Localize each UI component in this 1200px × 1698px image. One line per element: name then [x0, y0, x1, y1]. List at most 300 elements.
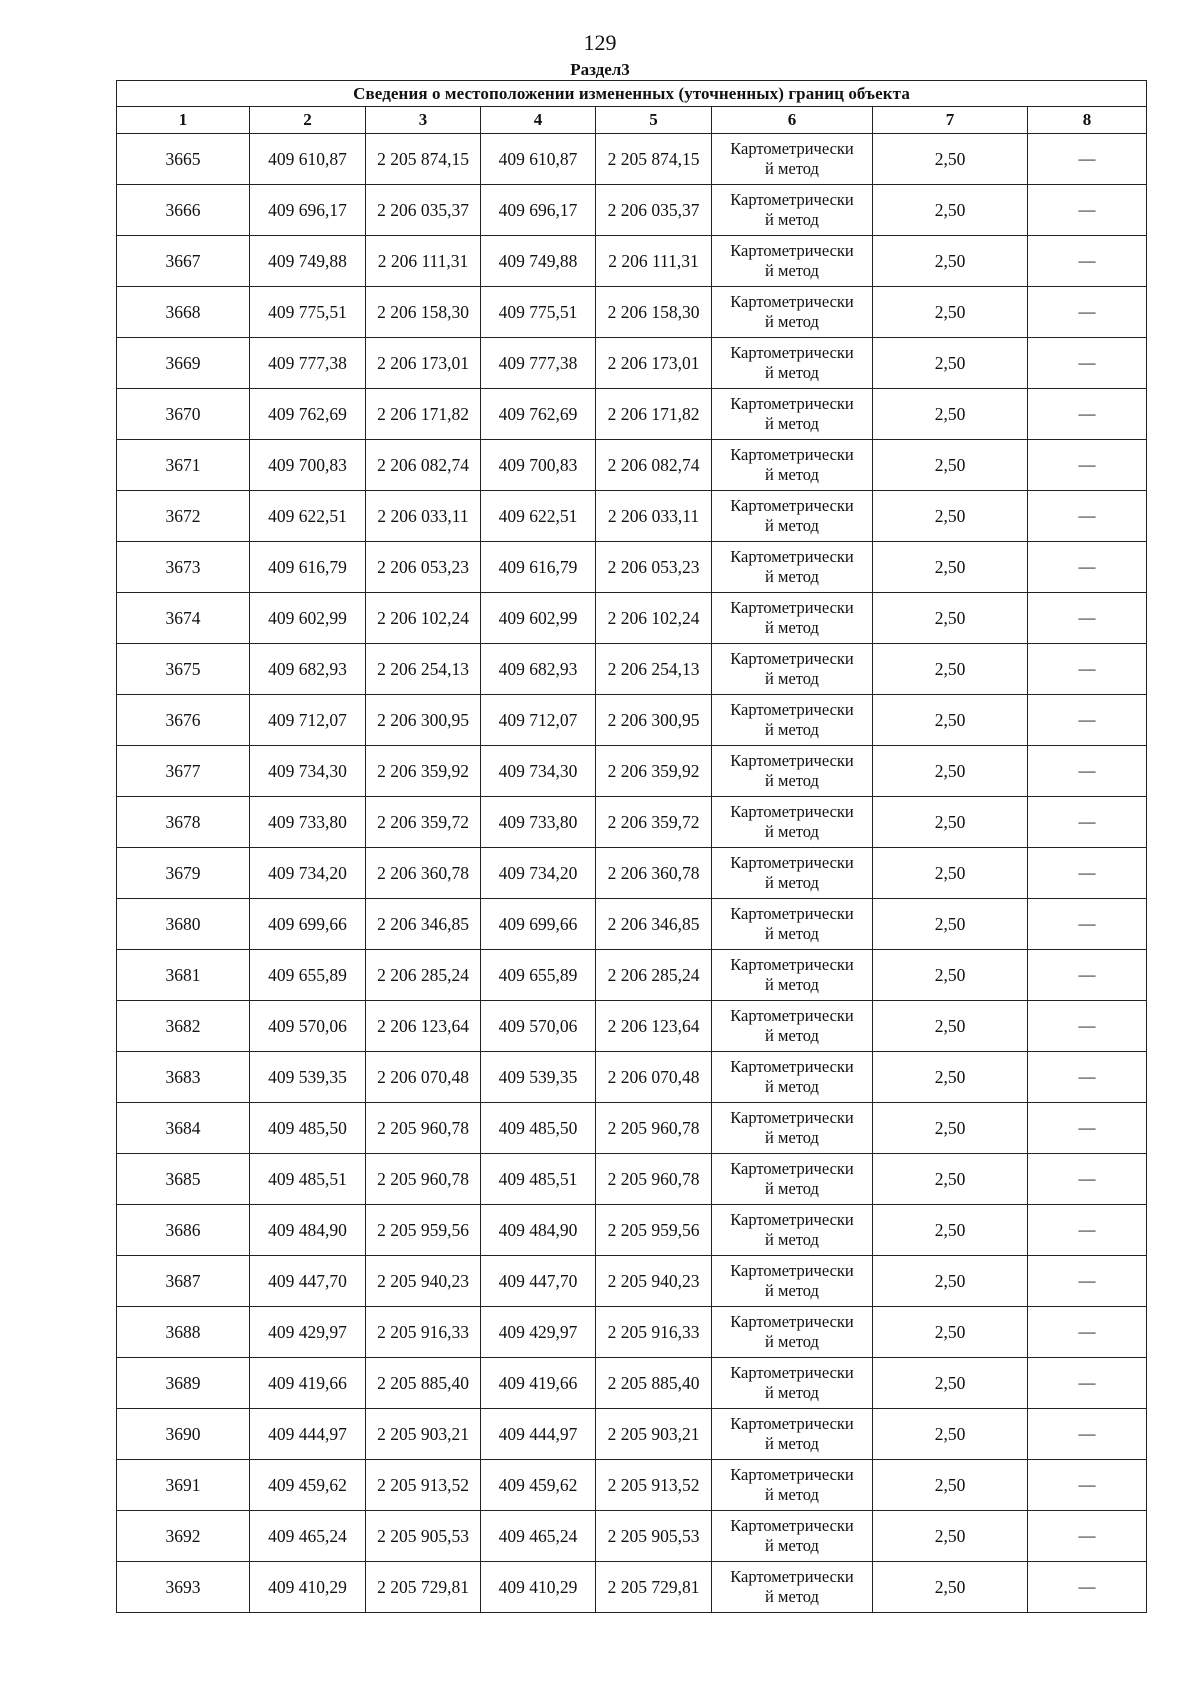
- column-header: 5: [596, 107, 712, 134]
- accuracy-cell: 2,50: [873, 338, 1028, 389]
- x-old-cell: 409 539,35: [250, 1052, 366, 1103]
- description-cell: —: [1028, 1460, 1147, 1511]
- y-new-cell: 2 206 111,31: [596, 236, 712, 287]
- x-new-cell: 409 655,89: [481, 950, 596, 1001]
- x-old-cell: 409 734,20: [250, 848, 366, 899]
- y-new-cell: 2 206 359,92: [596, 746, 712, 797]
- accuracy-cell: 2,50: [873, 695, 1028, 746]
- method-line-2: й метод: [765, 669, 819, 688]
- method-line-2: й метод: [765, 159, 819, 178]
- method-cell: [712, 134, 873, 185]
- table-row: [117, 797, 1147, 848]
- x-new-cell: 409 465,24: [481, 1511, 596, 1562]
- page-number: 129: [583, 30, 617, 55]
- point-number-cell: 3678: [117, 797, 250, 848]
- x-old-cell: 409 447,70: [250, 1256, 366, 1307]
- x-new-cell: 409 444,97: [481, 1409, 596, 1460]
- x-old-cell: 409 485,50: [250, 1103, 366, 1154]
- x-old-cell: 409 699,66: [250, 899, 366, 950]
- y-new-cell: 2 206 102,24: [596, 593, 712, 644]
- description-cell: —: [1028, 491, 1147, 542]
- description-cell: —: [1028, 1562, 1147, 1613]
- description-cell: —: [1028, 542, 1147, 593]
- y-new-cell: 2 205 916,33: [596, 1307, 712, 1358]
- method-line-1: Картометрически: [730, 496, 854, 515]
- table-row: [117, 1511, 1147, 1562]
- point-number-cell: 3671: [117, 440, 250, 491]
- x-old-cell: 409 777,38: [250, 338, 366, 389]
- table-row: [117, 1103, 1147, 1154]
- description-cell: —: [1028, 1001, 1147, 1052]
- y-old-cell: 2 205 916,33: [366, 1307, 481, 1358]
- method-line-2: й метод: [765, 873, 819, 892]
- y-old-cell: 2 206 285,24: [366, 950, 481, 1001]
- accuracy-cell: 2,50: [873, 134, 1028, 185]
- section-title: Раздел3: [570, 60, 630, 79]
- method-line-1: Картометрически: [730, 1006, 854, 1025]
- method-line-1: Картометрически: [730, 190, 854, 209]
- table-row: [117, 542, 1147, 593]
- method-line-1: Картометрически: [730, 343, 854, 362]
- y-old-cell: 2 206 123,64: [366, 1001, 481, 1052]
- table-row: [117, 134, 1147, 185]
- method-line-1: Картометрически: [730, 955, 854, 974]
- accuracy-cell: 2,50: [873, 236, 1028, 287]
- y-new-cell: 2 205 885,40: [596, 1358, 712, 1409]
- y-new-cell: 2 206 035,37: [596, 185, 712, 236]
- method-cell: [712, 1103, 873, 1154]
- x-old-cell: 409 602,99: [250, 593, 366, 644]
- x-old-cell: 409 419,66: [250, 1358, 366, 1409]
- accuracy-cell: 2,50: [873, 1409, 1028, 1460]
- table-row: [117, 389, 1147, 440]
- y-old-cell: 2 206 035,37: [366, 185, 481, 236]
- x-new-cell: 409 570,06: [481, 1001, 596, 1052]
- method-line-2: й метод: [765, 1536, 819, 1555]
- method-line-2: й метод: [765, 720, 819, 739]
- accuracy-cell: 2,50: [873, 1358, 1028, 1409]
- boundary-table: [116, 80, 1147, 1613]
- method-line-2: й метод: [765, 312, 819, 331]
- x-old-cell: 409 655,89: [250, 950, 366, 1001]
- x-old-cell: 409 570,06: [250, 1001, 366, 1052]
- x-new-cell: 409 447,70: [481, 1256, 596, 1307]
- y-old-cell: 2 206 102,24: [366, 593, 481, 644]
- point-number-cell: 3687: [117, 1256, 250, 1307]
- method-cell: [712, 1307, 873, 1358]
- x-new-cell: 409 777,38: [481, 338, 596, 389]
- column-header: 2: [250, 107, 366, 134]
- method-cell: [712, 287, 873, 338]
- method-line-1: Картометрически: [730, 1465, 854, 1484]
- x-new-cell: 409 749,88: [481, 236, 596, 287]
- x-old-cell: 409 696,17: [250, 185, 366, 236]
- table-row: [117, 1562, 1147, 1613]
- table-row: [117, 746, 1147, 797]
- method-cell: [712, 1511, 873, 1562]
- description-cell: —: [1028, 1154, 1147, 1205]
- description-cell: —: [1028, 236, 1147, 287]
- method-line-1: Картометрически: [730, 1363, 854, 1382]
- method-line-2: й метод: [765, 1434, 819, 1453]
- table-row: [117, 1409, 1147, 1460]
- method-cell: [712, 1562, 873, 1613]
- y-new-cell: 2 205 959,56: [596, 1205, 712, 1256]
- y-old-cell: 2 205 940,23: [366, 1256, 481, 1307]
- method-cell: [712, 185, 873, 236]
- description-cell: —: [1028, 899, 1147, 950]
- method-line-1: Картометрически: [730, 1159, 854, 1178]
- point-number-cell: 3682: [117, 1001, 250, 1052]
- method-cell: [712, 848, 873, 899]
- point-number-cell: 3676: [117, 695, 250, 746]
- accuracy-cell: 2,50: [873, 1460, 1028, 1511]
- method-cell: [712, 440, 873, 491]
- y-old-cell: 2 205 905,53: [366, 1511, 481, 1562]
- description-cell: —: [1028, 593, 1147, 644]
- x-new-cell: 409 485,51: [481, 1154, 596, 1205]
- description-cell: —: [1028, 848, 1147, 899]
- y-old-cell: 2 206 158,30: [366, 287, 481, 338]
- method-line-1: Картометрически: [730, 241, 854, 260]
- method-line-1: Картометрически: [730, 598, 854, 617]
- y-new-cell: 2 205 729,81: [596, 1562, 712, 1613]
- method-cell: [712, 1154, 873, 1205]
- table-row: [117, 185, 1147, 236]
- accuracy-cell: 2,50: [873, 389, 1028, 440]
- x-new-cell: 409 734,30: [481, 746, 596, 797]
- accuracy-cell: 2,50: [873, 185, 1028, 236]
- x-old-cell: 409 733,80: [250, 797, 366, 848]
- method-line-1: Картометрически: [730, 700, 854, 719]
- method-line-1: Картометрически: [730, 394, 854, 413]
- point-number-cell: 3670: [117, 389, 250, 440]
- description-cell: —: [1028, 389, 1147, 440]
- y-old-cell: 2 206 360,78: [366, 848, 481, 899]
- x-old-cell: 409 410,29: [250, 1562, 366, 1613]
- x-new-cell: 409 775,51: [481, 287, 596, 338]
- table-row: [117, 644, 1147, 695]
- method-line-2: й метод: [765, 1332, 819, 1351]
- x-new-cell: 409 700,83: [481, 440, 596, 491]
- x-old-cell: 409 700,83: [250, 440, 366, 491]
- method-line-2: й метод: [765, 1485, 819, 1504]
- method-cell: [712, 338, 873, 389]
- accuracy-cell: 2,50: [873, 1307, 1028, 1358]
- y-old-cell: 2 205 874,15: [366, 134, 481, 185]
- method-line-2: й метод: [765, 975, 819, 994]
- method-cell: [712, 950, 873, 1001]
- method-cell: [712, 593, 873, 644]
- point-number-cell: 3680: [117, 899, 250, 950]
- point-number-cell: 3679: [117, 848, 250, 899]
- table-row: [117, 440, 1147, 491]
- method-line-2: й метод: [765, 1383, 819, 1402]
- accuracy-cell: 2,50: [873, 1511, 1028, 1562]
- method-cell: [712, 1460, 873, 1511]
- table-row: [117, 338, 1147, 389]
- x-new-cell: 409 696,17: [481, 185, 596, 236]
- x-old-cell: 409 734,30: [250, 746, 366, 797]
- x-old-cell: 409 444,97: [250, 1409, 366, 1460]
- table-row: [117, 1256, 1147, 1307]
- column-header: 6: [712, 107, 873, 134]
- y-new-cell: 2 206 070,48: [596, 1052, 712, 1103]
- y-new-cell: 2 206 173,01: [596, 338, 712, 389]
- x-old-cell: 409 484,90: [250, 1205, 366, 1256]
- method-line-2: й метод: [765, 771, 819, 790]
- y-old-cell: 2 206 070,48: [366, 1052, 481, 1103]
- accuracy-cell: 2,50: [873, 1052, 1028, 1103]
- method-line-1: Картометрически: [730, 1312, 854, 1331]
- column-header: 4: [481, 107, 596, 134]
- table-row: [117, 1052, 1147, 1103]
- column-header: 7: [873, 107, 1028, 134]
- table-row: [117, 848, 1147, 899]
- point-number-cell: 3685: [117, 1154, 250, 1205]
- point-number-cell: 3667: [117, 236, 250, 287]
- column-header: 1: [117, 107, 250, 134]
- y-new-cell: 2 206 123,64: [596, 1001, 712, 1052]
- table-body: [117, 134, 1147, 1613]
- x-old-cell: 409 775,51: [250, 287, 366, 338]
- method-line-1: Картометрически: [730, 1414, 854, 1433]
- description-cell: —: [1028, 1052, 1147, 1103]
- description-cell: —: [1028, 950, 1147, 1001]
- description-cell: —: [1028, 1409, 1147, 1460]
- y-new-cell: 2 205 905,53: [596, 1511, 712, 1562]
- table-row: [117, 1307, 1147, 1358]
- y-old-cell: 2 205 885,40: [366, 1358, 481, 1409]
- method-line-2: й метод: [765, 1587, 819, 1606]
- y-old-cell: 2 206 082,74: [366, 440, 481, 491]
- table-row: [117, 1358, 1147, 1409]
- description-cell: —: [1028, 695, 1147, 746]
- point-number-cell: 3693: [117, 1562, 250, 1613]
- method-line-2: й метод: [765, 1281, 819, 1300]
- table-row: [117, 1154, 1147, 1205]
- method-line-1: Картометрически: [730, 445, 854, 464]
- accuracy-cell: 2,50: [873, 797, 1028, 848]
- y-new-cell: 2 206 171,82: [596, 389, 712, 440]
- x-new-cell: 409 429,97: [481, 1307, 596, 1358]
- point-number-cell: 3673: [117, 542, 250, 593]
- y-new-cell: 2 205 874,15: [596, 134, 712, 185]
- x-new-cell: 409 616,79: [481, 542, 596, 593]
- method-line-1: Картометрически: [730, 139, 854, 158]
- point-number-cell: 3672: [117, 491, 250, 542]
- x-new-cell: 409 602,99: [481, 593, 596, 644]
- point-number-cell: 3691: [117, 1460, 250, 1511]
- y-new-cell: 2 205 960,78: [596, 1103, 712, 1154]
- method-line-2: й метод: [765, 924, 819, 943]
- description-cell: —: [1028, 1256, 1147, 1307]
- accuracy-cell: 2,50: [873, 1256, 1028, 1307]
- method-line-2: й метод: [765, 261, 819, 280]
- x-new-cell: 409 459,62: [481, 1460, 596, 1511]
- accuracy-cell: 2,50: [873, 1001, 1028, 1052]
- y-new-cell: 2 205 960,78: [596, 1154, 712, 1205]
- point-number-cell: 3675: [117, 644, 250, 695]
- x-new-cell: 409 539,35: [481, 1052, 596, 1103]
- method-cell: [712, 491, 873, 542]
- method-line-1: Картометрически: [730, 292, 854, 311]
- description-cell: —: [1028, 134, 1147, 185]
- table-row: [117, 950, 1147, 1001]
- point-number-cell: 3669: [117, 338, 250, 389]
- y-new-cell: 2 206 033,11: [596, 491, 712, 542]
- table-row: [117, 287, 1147, 338]
- point-number-cell: 3686: [117, 1205, 250, 1256]
- accuracy-cell: 2,50: [873, 950, 1028, 1001]
- y-new-cell: 2 205 940,23: [596, 1256, 712, 1307]
- method-cell: [712, 1052, 873, 1103]
- accuracy-cell: 2,50: [873, 746, 1028, 797]
- y-old-cell: 2 205 960,78: [366, 1154, 481, 1205]
- x-old-cell: 409 465,24: [250, 1511, 366, 1562]
- y-old-cell: 2 206 173,01: [366, 338, 481, 389]
- description-cell: —: [1028, 644, 1147, 695]
- method-line-1: Картометрически: [730, 1108, 854, 1127]
- description-cell: —: [1028, 1103, 1147, 1154]
- method-cell: [712, 746, 873, 797]
- y-old-cell: 2 206 359,72: [366, 797, 481, 848]
- column-header: 8: [1028, 107, 1147, 134]
- y-new-cell: 2 206 346,85: [596, 899, 712, 950]
- method-cell: [712, 797, 873, 848]
- x-old-cell: 409 749,88: [250, 236, 366, 287]
- method-line-1: Картометрически: [730, 853, 854, 872]
- x-new-cell: 409 622,51: [481, 491, 596, 542]
- y-old-cell: 2 205 960,78: [366, 1103, 481, 1154]
- accuracy-cell: 2,50: [873, 593, 1028, 644]
- y-old-cell: 2 205 959,56: [366, 1205, 481, 1256]
- point-number-cell: 3677: [117, 746, 250, 797]
- method-cell: [712, 1409, 873, 1460]
- method-line-2: й метод: [765, 822, 819, 841]
- method-line-1: Картометрически: [730, 751, 854, 770]
- x-old-cell: 409 682,93: [250, 644, 366, 695]
- accuracy-cell: 2,50: [873, 491, 1028, 542]
- y-new-cell: 2 206 082,74: [596, 440, 712, 491]
- description-cell: —: [1028, 1511, 1147, 1562]
- method-cell: [712, 542, 873, 593]
- description-cell: —: [1028, 1358, 1147, 1409]
- description-cell: —: [1028, 1205, 1147, 1256]
- y-new-cell: 2 205 903,21: [596, 1409, 712, 1460]
- method-line-2: й метод: [765, 1230, 819, 1249]
- x-new-cell: 409 419,66: [481, 1358, 596, 1409]
- accuracy-cell: 2,50: [873, 287, 1028, 338]
- method-line-2: й метод: [765, 210, 819, 229]
- method-line-1: Картометрически: [730, 904, 854, 923]
- y-new-cell: 2 206 254,13: [596, 644, 712, 695]
- method-cell: [712, 1256, 873, 1307]
- x-new-cell: 409 712,07: [481, 695, 596, 746]
- point-number-cell: 3665: [117, 134, 250, 185]
- accuracy-cell: 2,50: [873, 542, 1028, 593]
- y-old-cell: 2 206 053,23: [366, 542, 481, 593]
- table-row: [117, 695, 1147, 746]
- y-old-cell: 2 205 903,21: [366, 1409, 481, 1460]
- accuracy-cell: 2,50: [873, 1562, 1028, 1613]
- y-new-cell: 2 206 158,30: [596, 287, 712, 338]
- x-new-cell: 409 610,87: [481, 134, 596, 185]
- y-old-cell: 2 206 346,85: [366, 899, 481, 950]
- method-line-2: й метод: [765, 1128, 819, 1147]
- method-line-1: Картометрически: [730, 547, 854, 566]
- method-line-1: Картометрически: [730, 1516, 854, 1535]
- table-row: [117, 593, 1147, 644]
- accuracy-cell: 2,50: [873, 899, 1028, 950]
- y-new-cell: 2 206 300,95: [596, 695, 712, 746]
- method-line-2: й метод: [765, 1026, 819, 1045]
- x-new-cell: 409 699,66: [481, 899, 596, 950]
- description-cell: —: [1028, 338, 1147, 389]
- table-row: [117, 1001, 1147, 1052]
- method-cell: [712, 1358, 873, 1409]
- table-row: [117, 1460, 1147, 1511]
- y-new-cell: 2 206 360,78: [596, 848, 712, 899]
- accuracy-cell: 2,50: [873, 440, 1028, 491]
- y-old-cell: 2 206 254,13: [366, 644, 481, 695]
- x-old-cell: 409 762,69: [250, 389, 366, 440]
- x-new-cell: 409 410,29: [481, 1562, 596, 1613]
- method-line-1: Картометрически: [730, 1261, 854, 1280]
- x-old-cell: 409 712,07: [250, 695, 366, 746]
- column-header: 3: [366, 107, 481, 134]
- table-row: [117, 1205, 1147, 1256]
- point-number-cell: 3689: [117, 1358, 250, 1409]
- x-old-cell: 409 610,87: [250, 134, 366, 185]
- point-number-cell: 3668: [117, 287, 250, 338]
- method-line-2: й метод: [765, 567, 819, 586]
- y-new-cell: 2 206 053,23: [596, 542, 712, 593]
- table-caption: Сведения о местоположении измененных (уточненных) границ объекта: [117, 81, 1147, 107]
- x-new-cell: 409 734,20: [481, 848, 596, 899]
- accuracy-cell: 2,50: [873, 1103, 1028, 1154]
- method-line-2: й метод: [765, 516, 819, 535]
- y-old-cell: 2 205 729,81: [366, 1562, 481, 1613]
- accuracy-cell: 2,50: [873, 1205, 1028, 1256]
- y-new-cell: 2 205 913,52: [596, 1460, 712, 1511]
- x-old-cell: 409 429,97: [250, 1307, 366, 1358]
- method-line-1: Картометрически: [730, 1567, 854, 1586]
- point-number-cell: 3684: [117, 1103, 250, 1154]
- method-line-2: й метод: [765, 363, 819, 382]
- method-cell: [712, 1205, 873, 1256]
- method-cell: [712, 1001, 873, 1052]
- method-line-1: Картометрически: [730, 649, 854, 668]
- point-number-cell: 3690: [117, 1409, 250, 1460]
- y-old-cell: 2 205 913,52: [366, 1460, 481, 1511]
- description-cell: —: [1028, 287, 1147, 338]
- x-new-cell: 409 682,93: [481, 644, 596, 695]
- x-old-cell: 409 622,51: [250, 491, 366, 542]
- x-new-cell: 409 484,90: [481, 1205, 596, 1256]
- x-new-cell: 409 762,69: [481, 389, 596, 440]
- method-cell: [712, 389, 873, 440]
- y-new-cell: 2 206 285,24: [596, 950, 712, 1001]
- method-cell: [712, 899, 873, 950]
- point-number-cell: 3688: [117, 1307, 250, 1358]
- method-line-2: й метод: [765, 618, 819, 637]
- x-old-cell: 409 485,51: [250, 1154, 366, 1205]
- method-cell: [712, 236, 873, 287]
- y-new-cell: 2 206 359,72: [596, 797, 712, 848]
- method-line-2: й метод: [765, 1077, 819, 1096]
- point-number-cell: 3683: [117, 1052, 250, 1103]
